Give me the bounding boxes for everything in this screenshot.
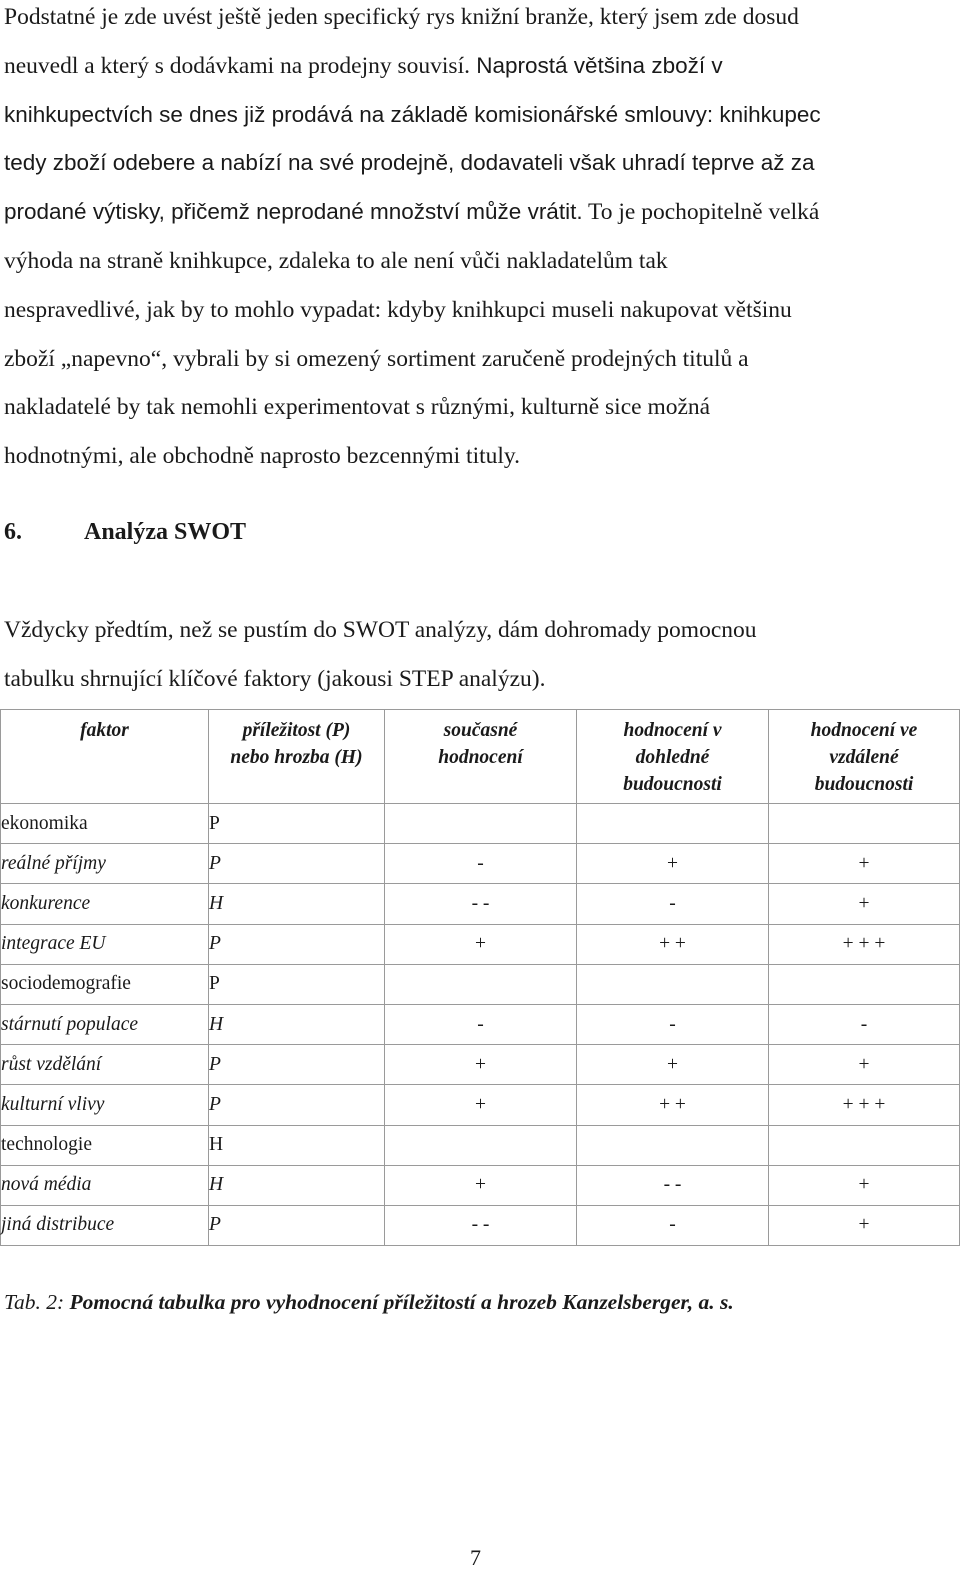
near-future-cell: + [577, 844, 769, 884]
factor-cell: kulturní vlivy [1, 1085, 209, 1125]
far-future-cell: + [769, 1165, 960, 1205]
factor-cell: integrace EU [1, 924, 209, 964]
opportunity-threat-cell: H [209, 1004, 385, 1044]
factor-cell: stárnutí populace [1, 1004, 209, 1044]
paragraph-line: hodnotnými, ale obchodně naprosto bezcennými tituly. [4, 443, 521, 470]
near-future-cell: - - [577, 1165, 769, 1205]
current-cell: + [385, 1045, 577, 1085]
swot-paragraph [4, 606, 954, 704]
section-number: 6. [4, 519, 22, 545]
paragraph-line-part: Naprostá většina zboží v [469, 52, 723, 78]
table-row [1, 1045, 960, 1085]
paragraph-line: tabulku shrnující klíčové faktory (jakousi STEP analýzu). [4, 665, 546, 692]
opportunity-threat-cell: P [209, 964, 385, 1004]
current-cell [385, 964, 577, 1004]
opportunity-threat-cell: P [209, 1045, 385, 1085]
header-text: příležitost (P) [242, 720, 351, 741]
table-row [1, 1125, 960, 1165]
factor-cell: reálné příjmy [1, 844, 209, 884]
current-cell: - - [385, 884, 577, 924]
header-opportunity-threat [209, 710, 385, 804]
far-future-cell: + + + [769, 924, 960, 964]
paragraph-line: knihkupectvích se dnes již prodává na základě komisionářské smlouvy: knihkupec [4, 101, 821, 127]
opportunity-threat-cell: P [209, 1085, 385, 1125]
opportunity-threat-cell: P [209, 1205, 385, 1245]
far-future-cell: - [769, 1004, 960, 1044]
table-row [1, 924, 960, 964]
far-future-cell: + + + [769, 1085, 960, 1125]
opportunity-threat-cell: H [209, 1125, 385, 1165]
table-row [1, 1085, 960, 1125]
paragraph-line: tedy zboží odebere a nabízí na své prodejně, dodavateli však uhradí teprve až za [4, 150, 815, 176]
header-far-future [769, 710, 960, 804]
header-text: hodnocení ve [810, 720, 918, 741]
paragraph-line: Podstatné je zde uvést ještě jeden specifický rys knižní branže, který jsem zde dosud [4, 4, 799, 30]
current-cell: - [385, 844, 577, 884]
near-future-cell [577, 964, 769, 1004]
paragraph-line-part: prodané výtisky, přičemž neprodané množství může vrátit. [4, 199, 583, 225]
intro-paragraph [4, 0, 954, 481]
near-future-cell: - [577, 1004, 769, 1044]
header-text: nebo hrozba (H) [230, 747, 363, 768]
table-header-row [1, 710, 960, 804]
paragraph-line: zboží „napevno“, vybrali by si omezený sortiment zaručeně prodejných titulů a [4, 345, 749, 372]
factor-cell: nová média [1, 1165, 209, 1205]
header-text: faktor [80, 720, 129, 741]
table-row [1, 884, 960, 924]
current-cell: + [385, 1085, 577, 1125]
header-text: vzdálené [829, 747, 899, 768]
current-cell: + [385, 924, 577, 964]
near-future-cell: + [577, 1045, 769, 1085]
current-cell: - - [385, 1205, 577, 1245]
section-heading [4, 512, 246, 552]
far-future-cell [769, 1125, 960, 1165]
paragraph-line: výhoda na straně knihkupce, zdaleka to ale není vůči nakladatelům tak [4, 247, 668, 274]
header-text: současné [443, 720, 518, 741]
table-row [1, 1205, 960, 1245]
opportunity-threat-cell: H [209, 1165, 385, 1205]
factor-cell: ekonomika [1, 804, 209, 844]
table-row [1, 804, 960, 844]
factor-cell: konkurence [1, 884, 209, 924]
far-future-cell [769, 804, 960, 844]
opportunity-threat-cell: P [209, 844, 385, 884]
header-current [385, 710, 577, 804]
near-future-cell: + + [577, 1085, 769, 1125]
table-row [1, 844, 960, 884]
header-text: hodnocení v [623, 720, 722, 741]
current-cell [385, 804, 577, 844]
near-future-cell [577, 1125, 769, 1165]
near-future-cell: - [577, 1205, 769, 1245]
header-factor [1, 710, 209, 804]
opportunity-threat-cell: P [209, 804, 385, 844]
far-future-cell: + [769, 844, 960, 884]
current-cell [385, 1125, 577, 1165]
paragraph-line: nespravedlivé, jak by to mohlo vypadat: kdyby knihkupci museli nakupovat většinu [4, 296, 792, 323]
paragraph-line [4, 42, 954, 91]
current-cell: - [385, 1004, 577, 1044]
current-cell: + [385, 1165, 577, 1205]
near-future-cell [577, 804, 769, 844]
header-text: hodnocení [438, 747, 523, 768]
table-row [1, 964, 960, 1004]
header-text: budoucnosti [814, 774, 914, 795]
section-title: Analýza SWOT [84, 519, 247, 545]
factor-cell: technologie [1, 1125, 209, 1165]
table-row [1, 1004, 960, 1044]
near-future-cell: - [577, 884, 769, 924]
far-future-cell: + [769, 1045, 960, 1085]
table-caption [4, 1285, 734, 1319]
factor-cell: sociodemografie [1, 964, 209, 1004]
factor-cell: růst vzdělání [1, 1045, 209, 1085]
opportunity-threat-cell: P [209, 924, 385, 964]
factor-cell: jiná distribuce [1, 1205, 209, 1245]
far-future-cell: + [769, 884, 960, 924]
page-number: 7 [470, 1545, 481, 1570]
table-row [1, 1165, 960, 1205]
header-text: budoucnosti [623, 774, 722, 795]
paragraph-line [4, 188, 954, 237]
caption-prefix: Tab. 2: [4, 1290, 70, 1314]
factors-table [0, 709, 960, 1246]
paragraph-line-part: To je pochopitelně velká [582, 199, 820, 226]
caption-text: Pomocná tabulka pro vyhodnocení příležitostí a hrozeb Kanzelsberger, a. s. [69, 1290, 734, 1314]
header-near-future [577, 710, 769, 804]
paragraph-line: Vždycky předtím, než se pustím do SWOT analýzy, dám dohromady pomocnou [4, 617, 757, 643]
opportunity-threat-cell: H [209, 884, 385, 924]
far-future-cell: + [769, 1205, 960, 1245]
paragraph-line-part: neuvedl a který s dodávkami na prodejny souvisí. [4, 52, 470, 79]
header-text: dohledné [635, 747, 710, 768]
near-future-cell: + + [577, 924, 769, 964]
paragraph-line: nakladatelé by tak nemohli experimentovat s různými, kulturně sice možná [4, 394, 711, 421]
far-future-cell [769, 964, 960, 1004]
